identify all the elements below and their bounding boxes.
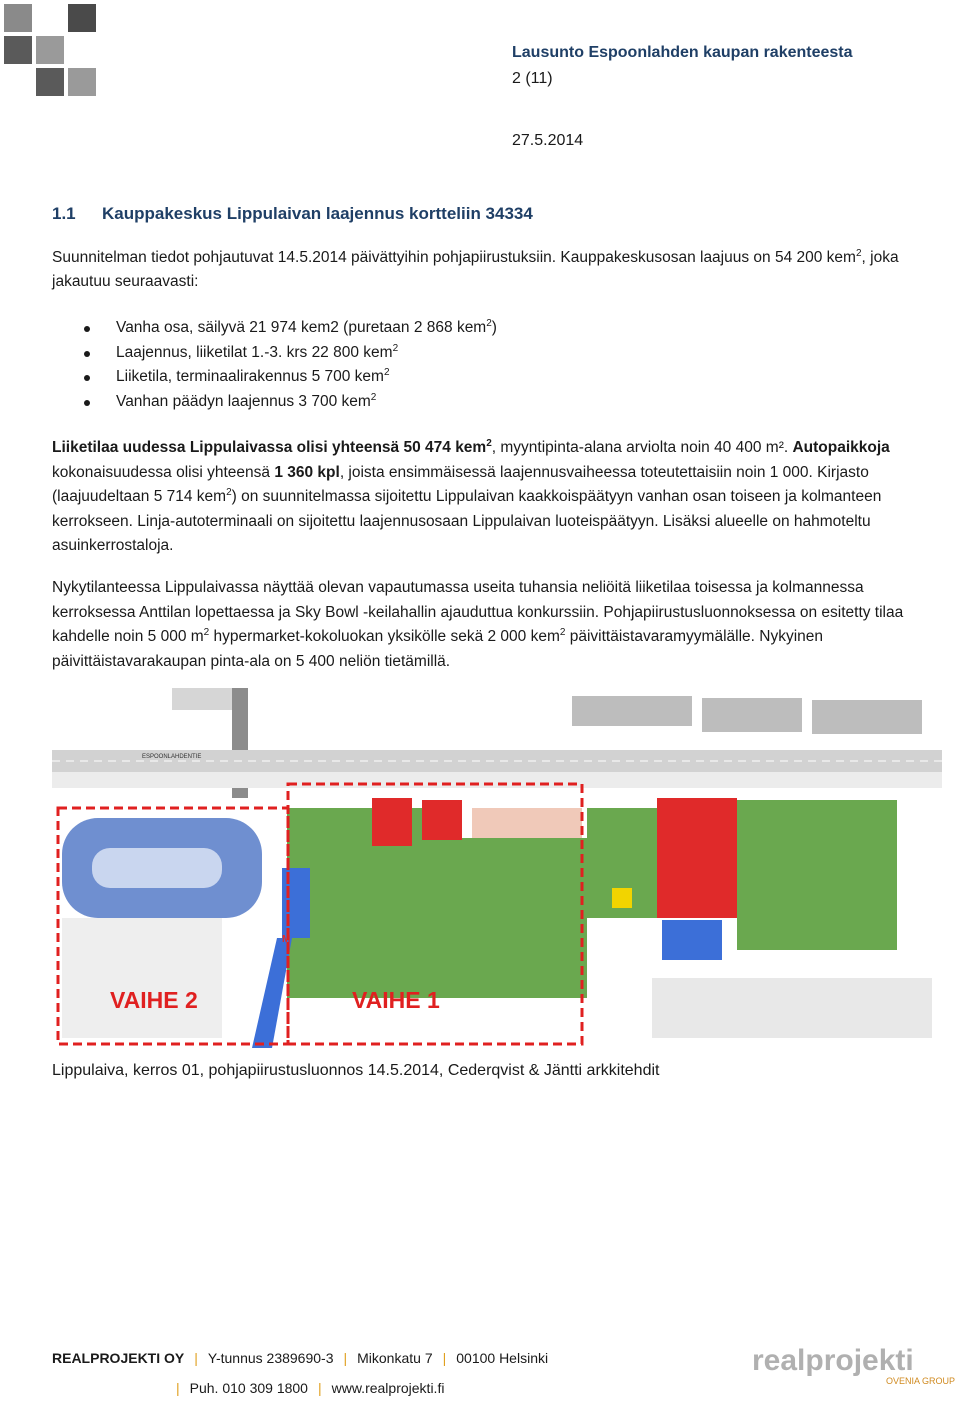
list-item — [80, 390, 497, 415]
building-block — [572, 696, 692, 726]
body-text: Nykytilanteessa Lippulaivassa näyttää olevan vapautumassa useita tuhansia neliöitä liiketilaa toisessa ja kolmannessa kerroksessa Anttilan lopettaessa ja Sky Bowl -keilahallin ajauduttua konkurssiin. Pohjapiirustusluonnoksessa on esitetty tilaa kahdelle noin 5 000 m — [52, 579, 904, 645]
building-block — [702, 698, 802, 732]
list-item-text: Laajennus, liiketilat 1.-3. krs 22 800 kem — [116, 343, 393, 361]
section-number: 1.1 — [52, 204, 76, 223]
footer-address: Mikonkatu 7 — [357, 1350, 433, 1366]
body-text: , myyntipinta-alana arviolta noin 40 400 m². — [491, 439, 789, 456]
bus-terminal-island — [92, 848, 222, 888]
area-breakdown-list — [80, 316, 497, 414]
sidewalk — [52, 772, 942, 788]
plan-block-green — [737, 800, 897, 950]
realprojekti-logo — [752, 1342, 958, 1386]
building-block — [812, 700, 922, 734]
intro-text-end: , joka jakautuu seuraavasti: — [52, 249, 899, 290]
body-text: kokonaisuudessa olisi yhteensä — [52, 463, 275, 481]
plan-block-blue — [662, 920, 722, 960]
sup: 2 — [486, 317, 492, 329]
list-item — [80, 316, 497, 341]
footer-separator: | — [317, 1380, 322, 1396]
document-date: 27.5.2014 — [512, 132, 584, 149]
list-item-tail: ) — [491, 319, 497, 336]
sup: 2 — [486, 437, 492, 449]
footer-company: REALPROJEKTI OY — [52, 1350, 185, 1366]
document-title: Lausunto Espoonlahden kaupan rakenteesta — [512, 44, 853, 61]
footer — [52, 1343, 548, 1403]
body-text: päivittäistavaramyymälälle. Nykyinen päivittäistavarakaupan pinta-ala on 5 400 neliön tietämillä. — [52, 628, 824, 670]
phase2-label: VAIHE 2 — [110, 987, 198, 1013]
bold-text: Autopaikkoja — [792, 439, 890, 456]
list-item-text: Vanhan päädyn laajennus 3 700 kem — [116, 392, 371, 410]
sup: 2 — [392, 342, 399, 354]
body-text: ) on suunnitelmassa sijoitettu Lippulaivan kaakkoispäätyyn vanhan osan toiseen ja kolmanteen kerrokseen. Linja-autoterminaali on sijoitettu laajennusosaan Lippulaivan luoteispäätyyn. Lisäksi alueelle on hahmoteltu asuinkerrostaloja. — [52, 488, 882, 554]
sup: 2 — [383, 366, 390, 378]
list-item-text: Liiketila, terminaalirakennus 5 700 kem — [116, 368, 384, 385]
footer-separator: | — [442, 1350, 447, 1366]
document-header — [512, 40, 853, 92]
logo-wordmark: realprojekti — [752, 1344, 914, 1377]
plan-block-corridor — [472, 808, 582, 838]
page-number: 2 (11) — [512, 70, 553, 87]
sup: 2 — [203, 626, 210, 638]
sup: 2 — [370, 391, 377, 403]
current-situation-paragraph — [52, 576, 922, 674]
section-title: Kauppakeskus Lippulaivan laajennus kortteliin 34334 — [102, 204, 533, 223]
intro-text: Suunnitelman tiedot pohjautuvat 14.5.2014 päivättyihin pohjapiirustuksiin. Kauppakeskusosan laajuus on 54 200 kem — [52, 249, 856, 266]
list-item — [80, 365, 497, 390]
list-item-text: Vanha osa, säilyvä 21 974 kem2 (puretaan 2 868 kem — [116, 319, 487, 336]
road-label: ESPOONLAHDENTIE — [142, 754, 202, 760]
logo-subtitle: OVENIA GROUP — [886, 1376, 956, 1386]
sup: 2 — [226, 486, 232, 498]
plan-block-red — [372, 798, 412, 846]
intro-paragraph — [52, 246, 912, 294]
company-logo — [4, 4, 96, 96]
footer-website-link[interactable]: www.realprojekti.fi — [331, 1380, 445, 1396]
terrain — [652, 978, 932, 1038]
footer-separator: | — [343, 1350, 348, 1366]
plan-block-green — [427, 838, 587, 998]
footer-separator: | — [194, 1350, 198, 1366]
body-text: hypermarket-kokoluokan yksikölle sekä 2 000 kem — [209, 628, 560, 645]
phase1-label: VAIHE 1 — [352, 987, 440, 1013]
plan-block-red — [422, 800, 462, 840]
terrain — [62, 918, 222, 1038]
list-item — [80, 341, 497, 366]
plan-block-yellow — [612, 888, 632, 908]
sup: 2 — [855, 247, 862, 259]
body-text: , joista ensimmäisessä laajennusvaiheessa toteutettaisiin noin 1 000. Kirjasto (laajuudeltaan 5 714 kem — [52, 463, 869, 505]
footer-ytunnus: Y-tunnus 2389690-3 — [207, 1350, 334, 1366]
section-heading — [52, 204, 533, 224]
plan-block-red — [657, 798, 737, 918]
footer-city: 00100 Helsinki — [456, 1350, 549, 1366]
bold-text: Liiketilaa uudessa Lippulaivassa olisi yhteensä 50 474 kem — [52, 439, 487, 456]
plan-block-blue — [282, 868, 310, 938]
floor-plan-image — [52, 688, 942, 1048]
figure-caption: Lippulaiva, kerros 01, pohjapiirustusluonnos 14.5.2014, Cederqvist & Jäntti arkkitehdit — [52, 1062, 660, 1079]
footer-separator: | — [176, 1380, 180, 1396]
summary-paragraph — [52, 436, 922, 559]
sup: 2 — [559, 626, 566, 638]
marker-m: M — [282, 934, 291, 945]
building-block — [172, 688, 232, 710]
footer-phone: Puh. 010 309 1800 — [189, 1380, 308, 1396]
bold-text: 1 360 kpl — [274, 463, 340, 481]
